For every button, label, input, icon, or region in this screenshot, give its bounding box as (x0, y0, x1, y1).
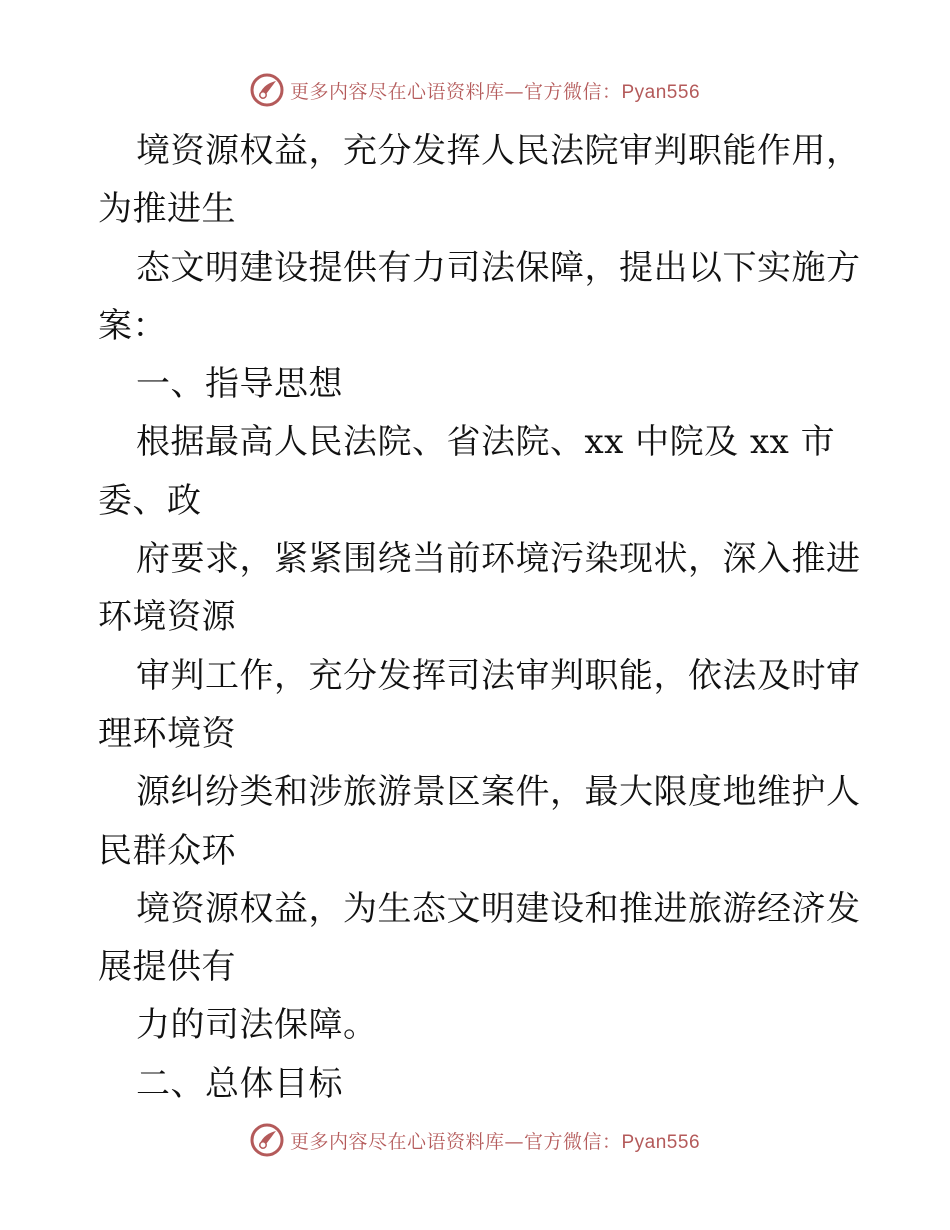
text-line: 态文明建设提供有力司法保障，提出以下实施方 (136, 247, 861, 288)
text-line: 展提供有 (98, 947, 236, 988)
header-contact-handle: Pyan556 (621, 81, 701, 103)
text-line: 民群众环 (98, 830, 236, 871)
text-line: 案： (98, 305, 167, 346)
header-contact-label: 官方微信： (523, 80, 622, 103)
footer-banner[interactable] (0, 1120, 950, 1160)
text-line: 审判工作，充分发挥司法审判职能，依法及时审 (136, 655, 861, 696)
header-banner-text (290, 77, 700, 104)
section-heading: 一、指导思想 (136, 364, 343, 405)
header-banner[interactable] (0, 70, 950, 110)
footer-separator: — (504, 1130, 524, 1153)
header-separator: — (504, 80, 524, 103)
text-line: 根据最高人民法院、省法院、xx 中院及 xx 市 (136, 422, 836, 463)
text-line: 委、政 (98, 480, 202, 521)
brush-seal-icon (250, 1123, 284, 1157)
footer-site-text: 更多内容尽在心语资料库 (289, 1130, 505, 1153)
header-site-text: 更多内容尽在心语资料库 (289, 80, 505, 103)
footer-banner-text (290, 1127, 700, 1154)
brush-seal-icon (250, 73, 284, 107)
text-line: 环境资源 (98, 597, 236, 638)
footer-contact-label: 官方微信： (523, 1130, 622, 1153)
text-line: 力的司法保障。 (136, 1005, 378, 1046)
text-line: 为推进生 (98, 189, 236, 230)
text-line: 境资源权益，为生态文明建设和推进旅游经济发 (136, 888, 861, 929)
section-heading: 二、总体目标 (136, 1063, 343, 1104)
text-line: 境资源权益，充分发挥人民法院审判职能作用， (136, 131, 861, 171)
text-line: 源纠纷类和涉旅游景区案件，最大限度地维护人 (136, 772, 861, 813)
text-line: 府要求，紧紧围绕当前环境污染现状，深入推进 (136, 539, 861, 580)
document-body (98, 122, 868, 1113)
footer-contact-handle: Pyan556 (621, 1131, 701, 1153)
text-line: 理环境资 (98, 713, 236, 754)
